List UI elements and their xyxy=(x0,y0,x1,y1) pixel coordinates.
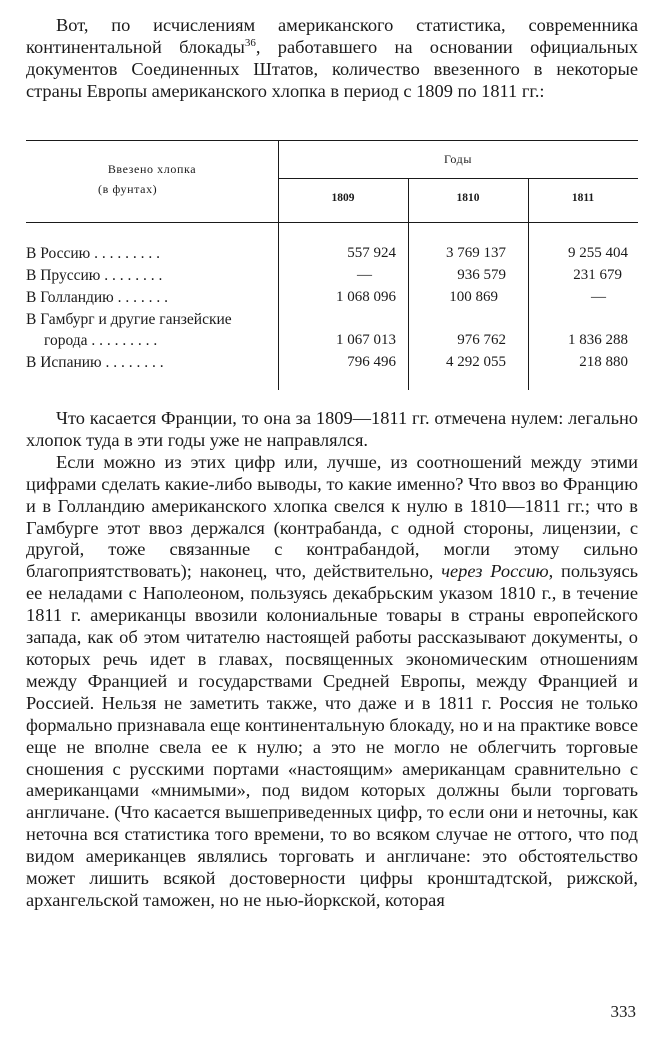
intro-text: Вот, по исчислениям американского статистика, современника континентальной блокады xyxy=(26,15,638,57)
paragraph-analysis-emphasis: через Россию xyxy=(441,561,549,582)
row-label-holland: В Голландию . . . . . . . xyxy=(26,289,169,306)
table-years-rule xyxy=(278,178,638,179)
cell-hamburg-1810: 976 762 xyxy=(457,332,506,348)
cotton-import-table xyxy=(26,140,638,402)
cell-hamburg-1809: 1 067 013 xyxy=(336,332,396,348)
header-label-line1: Ввезено хлопка xyxy=(107,162,197,176)
cell-holland-1809: 1 068 096 xyxy=(336,289,396,305)
cell-russia-1811: 9 255 404 xyxy=(568,245,628,261)
row-label-spain: В Испанию . . . . . . . . xyxy=(26,354,164,371)
row-label-prussia: В Пруссию . . . . . . . . xyxy=(26,267,163,284)
cell-russia-1809: 557 924 xyxy=(347,245,396,261)
cell-prussia-1809: — xyxy=(357,267,372,283)
cell-spain-1811: 218 880 xyxy=(579,354,628,370)
cell-prussia-1811: 231 679 xyxy=(573,267,622,283)
cell-holland-1810: 100 869 xyxy=(449,289,498,305)
header-years: Годы xyxy=(443,152,473,166)
cell-hamburg-1811: 1 836 288 xyxy=(568,332,628,348)
header-label-line2: (в фунтах) xyxy=(98,182,158,196)
body-text xyxy=(26,408,638,912)
row-label-hamburg: В Гамбург и другие ганзейские xyxy=(26,311,232,328)
table-top-rule xyxy=(26,140,638,141)
header-year-1811: 1811 xyxy=(571,192,595,204)
footnote-ref[interactable]: 36 xyxy=(244,36,256,49)
cell-russia-1810: 3 769 137 xyxy=(446,245,506,261)
cell-spain-1809: 796 496 xyxy=(347,354,396,370)
row-label-hamburg-cities: города . . . . . . . . . xyxy=(44,332,158,349)
intro-paragraph xyxy=(26,14,638,102)
cell-prussia-1810: 936 579 xyxy=(457,267,506,283)
header-year-1810: 1810 xyxy=(456,192,480,204)
paragraph-analysis-part2: , пользуясь ее неладами с Наполеоном, пользуясь декабрьским указом 1810 г., в течение 1811 г. американцы ввозили колониальные товары в страны европейского запада, как об этом читателю настоящей работы рассказывают документы, о которых речь идет в главах, посвященных экономическим отношениям между Францией и государствами Средней Европы, между Францией и Россией. Нельзя не заметить также, что даже и в 1811 г. Россия не только формально признавала еще континентальную блокаду, но и на практике вовсе еще не вполне свела ее к нулю; а это не могло не облегчить торговые сношения с русскими портами «настоящим» американцам сравнительно с американцами «мнимыми», под видом которых должны были торговать англичане. (Что касается вышеприведенных цифр, то если они и неточны, как неточна вся статистика того времени, то во всяком случае не оттого, что под видом американцев являлись торговать и англичане: это обстоятельство может лишить всякой достоверности цифры кронштадтской, рижской, архангельской таможен, но не нью-йоркской, которая xyxy=(26,561,638,910)
table-header-rule xyxy=(26,222,638,223)
header-year-1809: 1809 xyxy=(331,192,355,204)
paragraph-france: Что касается Франции, то она за 1809—1811 гг. отмечена нулем: легально хлопок туда в эти годы уже не направлялся. xyxy=(26,408,638,450)
page-number: 333 xyxy=(610,1002,636,1021)
cell-holland-1811: — xyxy=(591,289,606,305)
intro-text-cont: , работавшего на основании официальных документов Соединенных Штатов, количество ввезенного в некоторые страны Европы американского хлопка в период с 1809 по 1811 гг.: xyxy=(26,37,638,101)
cell-spain-1810: 4 292 055 xyxy=(446,354,506,370)
paragraph-analysis xyxy=(26,452,638,912)
paragraph-analysis-part1: Если можно из этих цифр или, лучше, из соотношений между этими цифрами сделать какие-либо выводы, то какие именно? Что ввоз во Францию и в Голландию американского хлопка свелся к нулю в 1810—1811 гг.; что в Гамбурге этот ввоз держался (контрабанда, с одной стороны, лицензии, с другой, тоже связанные с контрабандой, могли этому сильно благоприятствовать); наконец, что, действительно, xyxy=(26,451,638,582)
row-label-russia: В Россию . . . . . . . . . xyxy=(26,245,160,262)
